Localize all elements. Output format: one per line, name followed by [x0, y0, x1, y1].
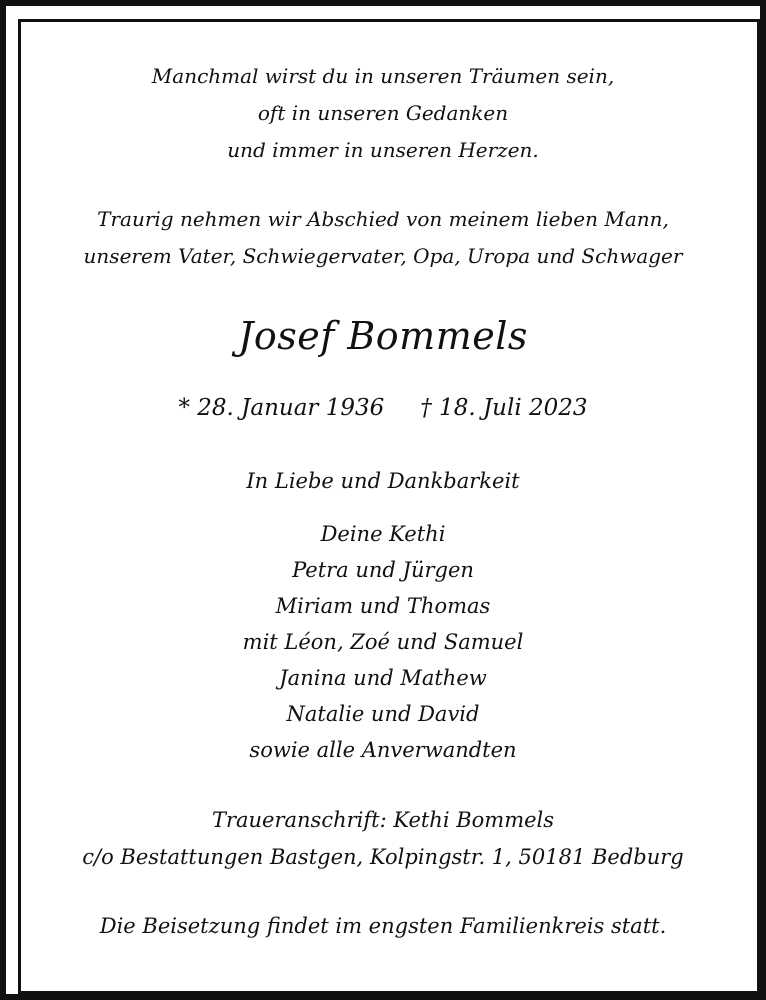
address-line-1: Traueranschrift: Kethi Bommels — [211, 808, 555, 832]
intro-line-2: unserem Vater, Schwiegervater, Opa, Uropa und Schwager — [83, 244, 683, 268]
mourner-line: mit Léon, Zoé und Samuel — [242, 630, 524, 654]
intro-line-1: Traurig nehmen wir Abschied von meinem lieben Mann, — [97, 207, 669, 231]
life-dates — [0, 395, 766, 421]
verse-line-1: Manchmal wirst du in unseren Träumen sein, — [151, 64, 615, 88]
mourner-line: Deine Kethi — [320, 522, 446, 546]
mourner-line: Miriam und Thomas — [275, 594, 491, 618]
mourner-line: Petra und Jürgen — [292, 558, 474, 582]
verse-line-3: und immer in unseren Herzen. — [227, 138, 539, 162]
deceased-name: Josef Bommels — [238, 314, 528, 358]
birth-date: * 28. Januar 1936 — [178, 395, 385, 421]
address-line-2: c/o Bestattungen Bastgen, Kolpingstr. 1, 50181 Bedburg — [82, 845, 684, 869]
burial-note: Die Beisetzung findet im engsten Familienkreis statt. — [99, 914, 667, 938]
verse-line-2: oft in unseren Gedanken — [257, 101, 509, 125]
mourner-line: sowie alle Anverwandten — [249, 738, 517, 762]
mourner-line: Janina und Mathew — [279, 666, 487, 690]
death-date: † 18. Juli 2023 — [420, 395, 588, 421]
mourner-line: Natalie und David — [286, 702, 480, 726]
closing-line: In Liebe und Dankbarkeit — [246, 469, 520, 493]
